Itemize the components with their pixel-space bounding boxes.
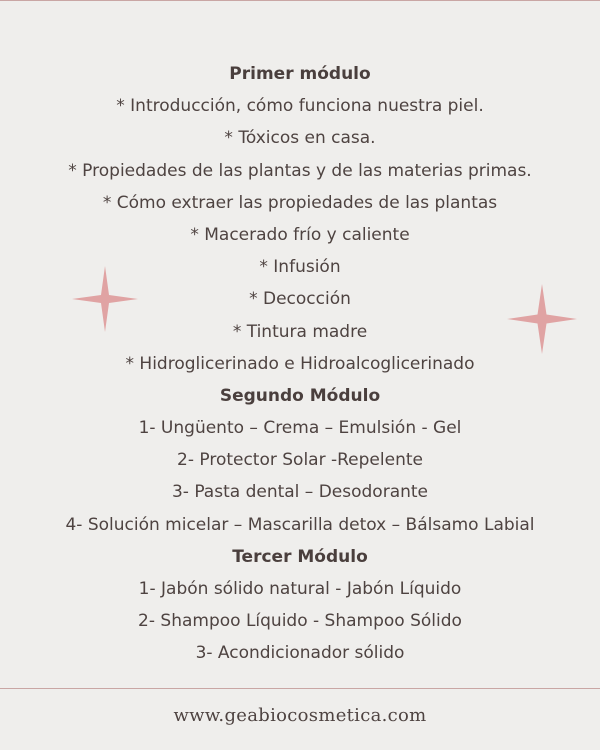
list-item: * Propiedades de las plantas y de las materias primas.: [68, 160, 532, 181]
list-item: 2- Protector Solar -Repelente: [177, 450, 423, 471]
list-item: * Cómo extraer las propiedades de las plantas: [102, 192, 498, 213]
section-heading-tercer: Tercer Módulo: [232, 546, 368, 567]
list-item: * Tóxicos en casa.: [224, 128, 376, 149]
list-item: 1- Jabón sólido natural - Jabón Líquido: [138, 579, 462, 599]
section-heading-primer: Primer módulo: [229, 64, 371, 84]
list-item: * Introducción, cómo funciona nuestra piel.: [116, 96, 484, 117]
module-list: [0, 58, 600, 670]
list-item: * Decocción: [249, 289, 351, 310]
list-item: 4- Solución micelar – Mascarilla detox – Bálsamo Labial: [65, 514, 535, 535]
top-divider: [0, 0, 600, 1]
list-item: 3- Pasta dental – Desodorante: [171, 482, 429, 503]
list-item: * Tintura madre: [232, 321, 368, 342]
list-item: * Macerado frío y caliente: [190, 224, 410, 245]
section-heading-segundo: Segundo Módulo: [219, 385, 381, 406]
bottom-divider: [0, 688, 600, 689]
list-item: 1- Ungüento – Crema – Emulsión - Gel: [138, 418, 462, 439]
list-item: * Hidroglicerinado e Hidroalcoglicerinado: [125, 353, 475, 374]
list-item: 3- Acondicionador sólido: [195, 643, 405, 664]
list-item: * Infusión: [259, 257, 341, 278]
list-item: 2- Shampoo Líquido - Shampoo Sólido: [138, 611, 462, 632]
website-url: www.geabiocosmetica.com: [173, 705, 427, 726]
